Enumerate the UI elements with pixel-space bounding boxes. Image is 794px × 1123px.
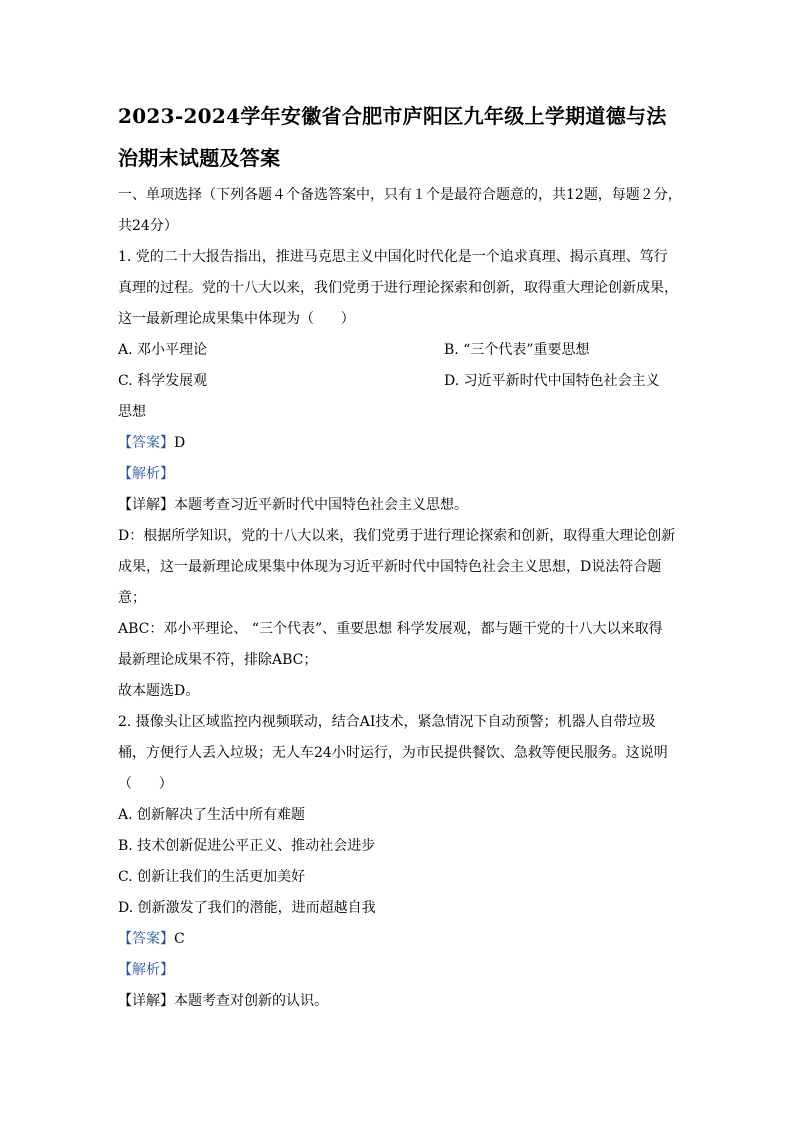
question-1-options-row-1 <box>118 335 684 366</box>
question-1-stem-line-1: 1. 党的二十大报告指出，推进马克思主义中国化时代化是一个追求真理、揭示真理、笃行 <box>118 249 668 265</box>
answer-value: D <box>174 435 186 451</box>
question-2 <box>118 707 684 1017</box>
document-title <box>118 96 684 178</box>
question-1-detail <box>118 490 684 521</box>
analysis-tag: 【解析】 <box>118 466 174 482</box>
question-1-explain-line-1: D：根据所学知识，党的十八大以来，我们党勇于进行理论探索和创新，取得重大理论创新 <box>118 528 676 544</box>
answer-value: C <box>174 931 185 947</box>
question-2-stem-line-1: 2. 摄像头让区域监控内视频联动，结合AI技术，紧急情况下自动预警；机器人自带垃圾 <box>118 714 656 730</box>
question-1-answer <box>118 428 684 459</box>
question-2-option-c: C. 创新让我们的生活更加美好 <box>118 869 306 885</box>
detail-text: 本题考查对创新的认识。 <box>174 993 328 1009</box>
question-1-analysis <box>118 459 684 490</box>
section-header-line-2: 共24分） <box>118 218 178 234</box>
detail-text: 本题考查习近平新时代中国特色社会主义思想。 <box>174 497 468 513</box>
answer-tag: 【答案】 <box>118 931 174 947</box>
detail-tag: 【详解】 <box>118 993 174 1009</box>
question-2-analysis <box>118 955 684 986</box>
title-line-1: 2023-2024学年安徽省合肥市庐阳区九年级上学期道德与法 <box>118 104 667 128</box>
title-line-2: 治期末试题及答案 <box>118 146 281 170</box>
document-page <box>118 96 684 1017</box>
question-1-stem-line-2: 真理的过程。党的十八大以来，我们党勇于进行理论探索和创新，取得重大理论创新成果， <box>118 280 678 296</box>
question-2-option-d: D. 创新激发了我们的潜能，进而超越自我 <box>118 900 376 916</box>
question-1-option-d: D. 习近平新时代中国特色社会主义 <box>444 373 660 389</box>
question-2-detail <box>118 986 684 1017</box>
question-1 <box>118 242 684 707</box>
question-1-option-b: B. “三个代表”重要思想 <box>444 342 590 358</box>
question-1-option-c: C. 科学发展观 <box>118 373 208 389</box>
question-1-explain-line-2: 成果，这一最新理论成果集中体现为习近平新时代中国特色社会主义思想，D说法符合题 <box>118 559 662 575</box>
section-header-line-1: 一、单项选择（下列各题４个备选答案中，只有１个是最符合题意的，共12题，每题２分， <box>118 187 682 203</box>
question-2-option-b: B. 技术创新促进公平正义、推动社会进步 <box>118 838 376 854</box>
question-1-explain-line-4: ABC：邓小平理论、 “三个代表”、重要思想 科学发展观，都与题干党的十八大以来取得 <box>118 621 663 637</box>
question-2-answer <box>118 924 684 955</box>
section-header <box>118 180 684 242</box>
question-2-option-a: A. 创新解决了生活中所有难题 <box>118 807 306 823</box>
question-2-stem-line-3: （ ） <box>118 776 173 792</box>
question-1-explain-line-6: 故本题选D。 <box>118 683 200 699</box>
answer-tag: 【答案】 <box>118 435 174 451</box>
question-1-option-d-continued: 思想 <box>118 404 146 420</box>
question-1-option-a: A. 邓小平理论 <box>118 342 208 358</box>
question-1-stem-line-3: 这一最新理论成果集中体现为（ ） <box>118 311 355 327</box>
question-2-stem-line-2: 桶，方便行人丢入垃圾；无人车24小时运行，为市民提供餐饮、急救等便民服务。这说明 <box>118 745 668 761</box>
question-1-explain-line-3: 意； <box>118 590 146 606</box>
question-1-options-row-2 <box>118 366 684 397</box>
question-1-explain-line-5: 最新理论成果不符，排除ABC； <box>118 652 318 668</box>
analysis-tag: 【解析】 <box>118 962 174 978</box>
detail-tag: 【详解】 <box>118 497 174 513</box>
